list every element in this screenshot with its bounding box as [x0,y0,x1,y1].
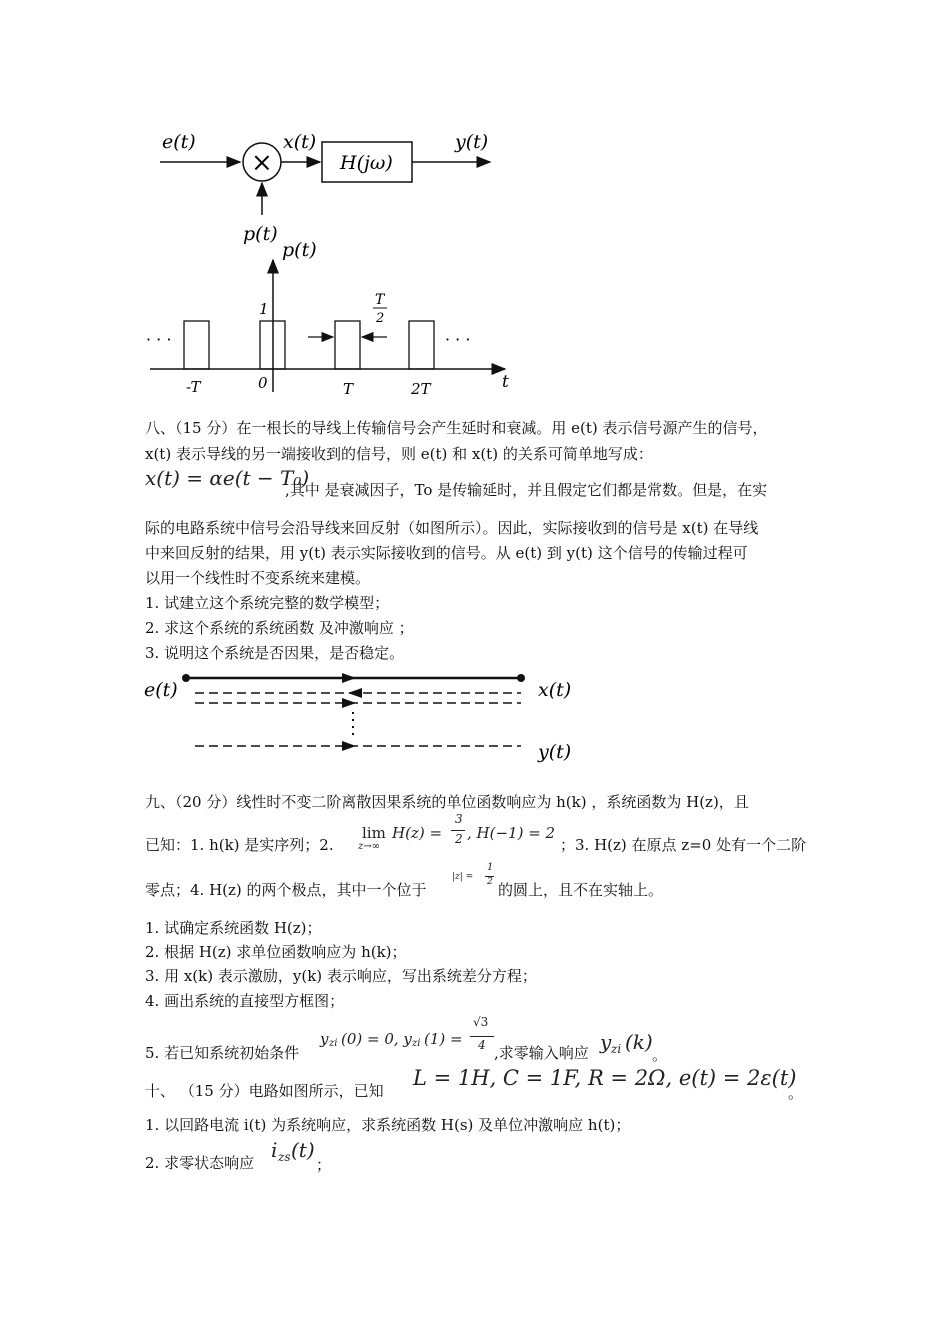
q9-item: 1. 试确定系统函数 H(z)； [145,919,322,937]
q9-item5-c: (1) = [424,1030,463,1048]
q9-line2b: ；3. H(z) 在原点 z=0 处有一个二阶 [560,836,807,854]
q9-yzik-arg: (k) [625,1030,653,1054]
multiplier-symbol: × [251,148,273,178]
tick-label: -T [186,378,201,396]
q9-item5-y: y [320,1030,329,1048]
forward-arrow-n [342,741,356,751]
q8-line5: 中来回反射的结果，用 y(t) 表示实际接收到的信号。从 e(t) 到 y(t) 这个信号的传输过程可 [145,544,748,562]
q9-frac1-bar [451,830,465,831]
y-label: y(t) [455,131,489,153]
q8-line3: ,其中 是衰减因子，To 是传输延时，并且假定它们都是常数。但是，在实 [285,481,768,499]
load-node [517,674,525,682]
ellipsis-right: · · · [445,330,471,349]
amplitude-label: 1 [259,300,269,318]
q9-frac2-den: 2 [487,877,493,887]
modulation-block-diagram [150,120,510,250]
q10-line1a: 十、 （15 分）电路如图所示，已知 [145,1082,384,1100]
q9-item: 4. 画出系统的直接型方框图； [145,992,345,1010]
q9-line2a: 已知：1. h(k) 是实序列；2. [145,836,334,854]
q9-line3a: 零点；4. H(z) 的两个极点，其中一个位于 [145,881,427,899]
q9-item5a: 5. 若已知系统初始条件 [145,1044,300,1062]
pulse-2t [409,321,434,369]
q8-line4: 际的电路系统中信号会沿导线来回反射（如图所示）。因此，实际接收到的信号是 x(t) 在导线 [145,519,759,537]
t-axis-label: t [502,372,509,392]
q9-yzik: y [600,1030,612,1054]
pulse-train-plot [140,232,520,402]
q9-lim: lim [362,824,386,842]
q9-frac3-den: 4 [478,1038,486,1052]
line-e-label: e(t) [144,679,178,701]
h-block-label: H(jω) [340,152,393,174]
q8-line2: x(t) 表示导线的另一端接收到的信号，则 e(t) 和 x(t) 的关系可简单地写成： [145,445,653,463]
q9-frac1-den: 2 [455,832,463,846]
q9-frac1-num: 3 [455,812,463,826]
q10-izs: i [271,1138,278,1162]
q9-line3b: 的圆上，且不在实轴上。 [498,881,664,899]
q9-sqrt3: √3 [473,1015,489,1029]
q9-item5c: 。 [652,1046,668,1064]
q8-item: 1. 试建立这个系统完整的数学模型； [145,594,390,612]
q9-item5-sub: zi [329,1038,338,1049]
forward-arrow-2 [342,698,356,708]
q9-cond-a: H(z) = [392,824,443,842]
q9-line1: 九、（20 分）线性时不变二阶离散因果系统的单位函数响应为 h(k) ，系统函数为 H(z)，且 [145,793,749,811]
q10-line1b: 。 [788,1084,804,1102]
p-axis-label: p(t) [282,239,317,261]
source-node [182,674,190,682]
pulse-t [335,321,360,369]
line-y-label: y(t) [538,741,572,763]
q9-yzik-sub: zi [611,1042,622,1056]
forward-arrow [342,673,356,683]
q9-item5b: ,求零输入响应 [494,1044,589,1062]
q9-frac3-bar [470,1036,494,1037]
q10-item: 1. 以回路电流 i(t) 为系统响应，求系统函数 H(s) 及单位冲激响应 h(t)； [145,1116,631,1134]
q10-item2a: 2. 求零状态响应 [145,1154,255,1172]
q9-lim-sub: z→∞ [358,841,380,852]
tick-label: 0 [258,374,268,392]
ellipsis-left: · · · [146,330,172,349]
q9-item: 3. 用 x(k) 表示激励，y(k) 表示响应，写出系统差分方程； [145,967,537,985]
q10-item2b: ； [316,1156,332,1174]
width-label-den: 2 [376,311,385,326]
q10-params: L = 1H, C = 1F, R = 2Ω, e(t) = 2ε(t) [413,1066,797,1090]
e-label: e(t) [162,131,196,153]
tick-label: T [343,380,354,398]
q8-line6: 以用一个线性时不变系统来建模。 [145,569,371,587]
transmission-line-diagram [140,668,590,768]
q9-frac2-num: 1 [487,862,494,873]
q8-item: 2. 求这个系统的系统函数 及冲激响应 ； [145,619,414,637]
tick-label: 2T [411,380,431,398]
q8-line1: 八、（15 分）在一根长的导线上传输信号会产生延时和衰减。用 e(t) 表示信号源产生的信号， [145,419,768,437]
width-label-num: T [375,292,385,308]
backward-arrow [348,688,362,698]
q10-izs-sub: zs [278,1150,291,1164]
q8-item: 3. 说明这个系统是否因果，是否稳定。 [145,644,405,662]
q9-abs-z: |z| = [452,872,474,882]
pulse-minus-t [184,321,209,369]
q10-izs-arg: (t) [291,1138,315,1162]
p-label: p(t) [243,223,278,245]
q9-item: 2. 根据 H(z) 求单位函数响应为 h(k)； [145,943,407,961]
q9-item5-b: (0) = 0, y [341,1030,412,1048]
line-x-label: x(t) [538,679,572,701]
q9-item5-sub: zi [412,1038,421,1049]
x-label: x(t) [283,131,317,153]
q8-formula: x(t) = αe(t − T₀) [145,466,310,490]
q9-cond-b: , H(−1) = 2 [467,824,556,842]
